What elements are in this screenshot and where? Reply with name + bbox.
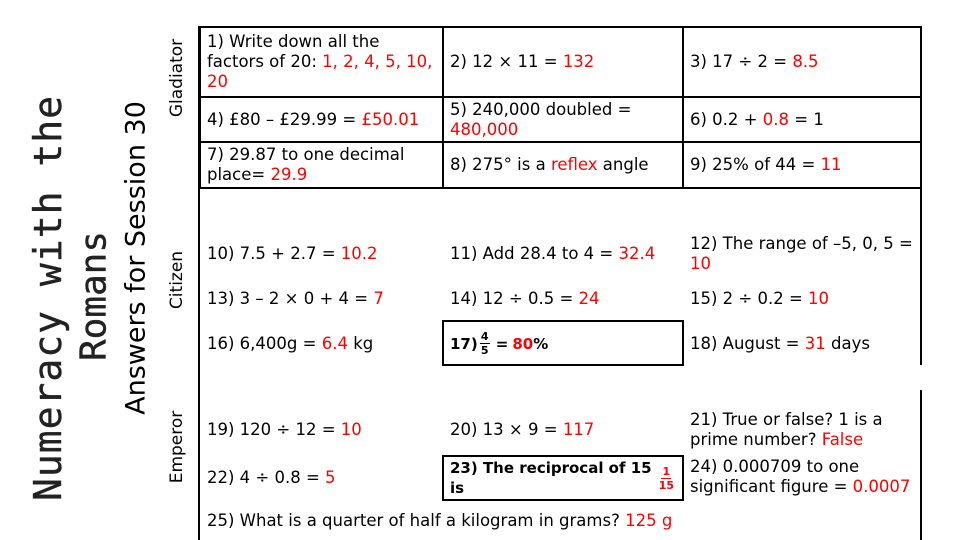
- question-12-text: 12) The range of –5, 0, 5 =: [690, 234, 913, 253]
- answer-11: 32.4: [618, 244, 656, 263]
- question-6-text: 6) 0.2 +: [690, 109, 763, 129]
- question-9-text: 9) 25% of 44 =: [690, 155, 821, 174]
- question-24-text: 24) 0.000709 to one significant figure =: [690, 457, 860, 496]
- question-18-text: 18) August =: [690, 333, 805, 353]
- question-4: [201, 98, 442, 141]
- question-8-suffix: angle: [597, 155, 649, 174]
- question-25-text: 25) What is a quarter of half a kilogram in grams?: [207, 511, 626, 530]
- question-22: [201, 457, 442, 499]
- answer-22: 5: [325, 468, 336, 487]
- answer-3: 8.5: [792, 52, 819, 71]
- question-20: [444, 408, 682, 452]
- session-subtitle: Answers for Session 30: [120, 101, 152, 415]
- title-line-2: Romans: [73, 230, 115, 362]
- question-19: [201, 408, 442, 452]
- question-16: [201, 322, 442, 365]
- question-6-suffix: = 1: [789, 109, 824, 129]
- question-12: [684, 232, 920, 276]
- question-19-text: 19) 120 ÷ 12 =: [207, 420, 341, 439]
- answer-6: 0.8: [762, 109, 789, 129]
- answer-10: 10.2: [340, 244, 378, 263]
- question-17-fraction: [480, 331, 490, 356]
- question-1-text: 1) Write down all the factors of 20:: [207, 32, 380, 71]
- answer-14: 24: [578, 289, 600, 308]
- question-5: [444, 98, 682, 141]
- answer-2: 132: [562, 52, 595, 71]
- question-10: [201, 232, 442, 276]
- question-7: [201, 143, 442, 187]
- answer-4: £50.01: [361, 109, 420, 129]
- question-23-text: 23) The reciprocal of 15 is: [450, 459, 652, 497]
- question-10-text: 10) 7.5 + 2.7 =: [207, 244, 341, 263]
- question-16-text: 16) 6,400g =: [207, 333, 322, 353]
- question-18: [684, 322, 920, 365]
- question-25: [201, 506, 920, 536]
- question-9: [684, 143, 920, 187]
- question-23: [444, 457, 682, 499]
- question-17: [444, 322, 682, 365]
- title-line-1: Numeracy with the: [26, 95, 70, 501]
- answer-15: 10: [808, 289, 830, 308]
- level-label-emperor: Emperor: [167, 410, 187, 484]
- question-13: [201, 277, 442, 321]
- question-3: [684, 28, 920, 96]
- answer-19: 10: [340, 420, 362, 439]
- question-8-text: 8) 275° is a: [450, 155, 551, 174]
- answer-25: 125 g: [625, 511, 673, 530]
- question-17-label: 17): [450, 334, 478, 353]
- equals-sign: =: [495, 334, 509, 353]
- fraction-numerator: 1: [662, 464, 671, 478]
- question-2: [444, 28, 682, 96]
- question-8: [444, 143, 682, 187]
- question-7-text: 7) 29.87 to one decimal place=: [207, 145, 405, 184]
- answer-18: 31: [804, 333, 826, 353]
- question-11: [444, 232, 682, 276]
- percent-sign: %: [533, 334, 549, 353]
- question-6: [684, 98, 920, 141]
- question-22-text: 22) 4 ÷ 0.8 =: [207, 468, 326, 487]
- question-14: [444, 277, 682, 321]
- question-20-text: 20) 13 × 9 =: [450, 420, 563, 439]
- answer-1: 1, 2, 4, 5, 10, 20: [207, 52, 433, 91]
- fraction-denominator: 15: [658, 478, 674, 492]
- question-21-text: 21) True or false? 1 is a prime number?: [690, 410, 883, 449]
- answer-24: 0.0007: [852, 477, 911, 496]
- question-2-text: 2) 12 × 11 =: [450, 52, 563, 71]
- answer-17: 80: [512, 334, 534, 353]
- answer-16: 6.4: [321, 333, 348, 353]
- question-18-suffix: days: [825, 333, 870, 353]
- question-14-text: 14) 12 ÷ 0.5 =: [450, 289, 579, 308]
- question-24: [684, 453, 920, 501]
- answer-20: 117: [562, 420, 595, 439]
- question-16-suffix: kg: [347, 333, 374, 353]
- answer-12: 10: [690, 254, 711, 273]
- level-label-citizen: Citizen: [167, 250, 187, 310]
- answer-7: 29.9: [270, 165, 308, 184]
- answer-5: 480,000: [450, 119, 519, 139]
- answer-23: [659, 466, 674, 491]
- answer-21: False: [821, 430, 864, 449]
- answer-8: reflex: [550, 155, 598, 174]
- question-15: [684, 277, 920, 321]
- answer-9: 11: [820, 155, 842, 174]
- question-3-text: 3) 17 ÷ 2 =: [690, 52, 793, 71]
- level-label-gladiator: Gladiator: [167, 38, 187, 118]
- question-15-text: 15) 2 ÷ 0.2 =: [690, 289, 809, 308]
- fraction-numerator: 4: [480, 330, 489, 343]
- answer-13: 7: [373, 289, 384, 308]
- fraction-denominator: 5: [480, 344, 489, 357]
- question-11-text: 11) Add 28.4 to 4 =: [450, 244, 619, 263]
- question-21: [684, 406, 920, 454]
- question-4-text: 4) £80 – £29.99 =: [207, 109, 362, 129]
- question-1: [201, 28, 442, 96]
- question-13-text: 13) 3 – 2 × 0 + 4 =: [207, 289, 374, 308]
- question-5-text: 5) 240,000 doubled =: [450, 99, 632, 119]
